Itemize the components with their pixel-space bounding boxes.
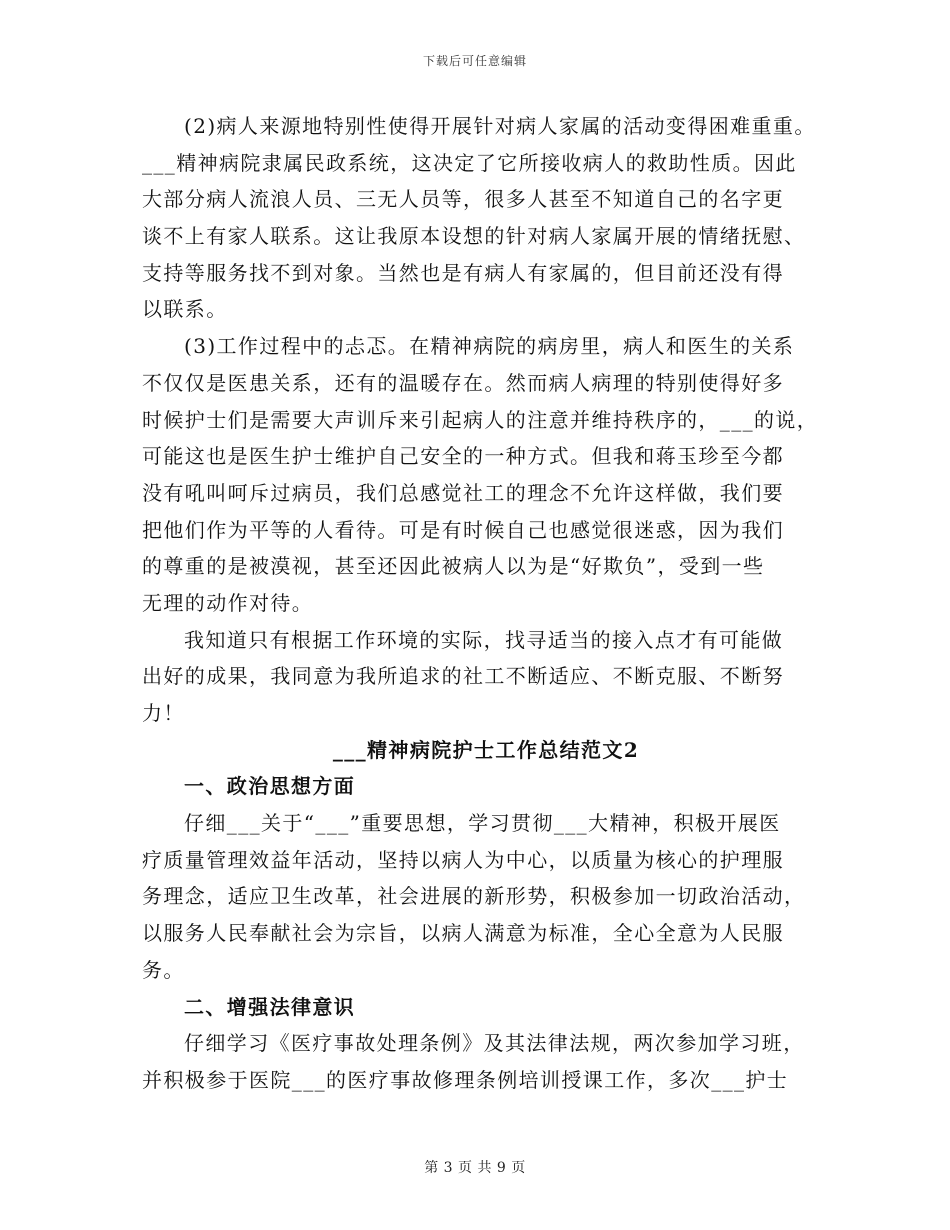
page-header-note: 下载后可任意编辑 xyxy=(422,54,527,68)
text-line: 以服务人民奉献社会为宗旨，以病人满意为标准，全心全意为人民服 xyxy=(142,921,784,946)
text-line: 力！ xyxy=(142,701,185,725)
text-line: (3)工作过程中的忐忑。在精神病院的病房里，病人和医生的关系 xyxy=(184,334,795,359)
paragraph-conclusion xyxy=(142,622,822,732)
text-line: 以联系。 xyxy=(142,297,228,322)
document-body xyxy=(142,108,822,1099)
page-number: 第 3 页 共 9 页 xyxy=(424,1160,526,1176)
text-line: 仔细___关于“___”重要思想，学习贯彻___大精神，积极开展医 xyxy=(184,811,781,836)
section-title: ___精神病院护士工作总结范文2 xyxy=(332,737,640,762)
paragraph-3 xyxy=(142,328,822,622)
text-line: 把他们作为平等的人看待。可是有时候自己也感觉很迷惑，因为我们 xyxy=(142,517,784,542)
text-line: 大部分病人流浪人员、三无人员等，很多人甚至不知道自己的名字更 xyxy=(142,187,784,212)
text-line: 时候护士们是需要大声训斥来引起病人的注意并维持秩序的，___的说， xyxy=(142,407,819,432)
section-law-body xyxy=(142,1025,822,1098)
text-line: 务。 xyxy=(142,957,185,982)
text-line: 谈不上有家人联系。这让我原本设想的针对病人家属开展的情绪抚慰、 xyxy=(142,224,806,249)
paragraph-2 xyxy=(142,108,822,328)
text-line: 没有吼叫呵斥过病员，我们总感觉社工的理念不允许这样做，我们要 xyxy=(142,480,784,505)
text-line: 支持等服务找不到对象。当然也是有病人有家属的，但目前还没有得 xyxy=(142,260,784,285)
text-line: 的尊重的是被漠视，甚至还因此被病人以为是“好欺负”，受到一些 xyxy=(142,554,765,579)
section-politics-body xyxy=(142,805,822,988)
text-line: 可能这也是医生护士维护自己安全的一种方式。但我和蒋玉珍至今都 xyxy=(142,444,784,469)
section-heading-politics: 一、政治思想方面 xyxy=(184,774,356,799)
text-line: ___精神病院隶属民政系统，这决定了它所接收病人的救助性质。因此 xyxy=(142,150,797,175)
text-line: 务理念，适应卫生改革，社会进展的新形势，积极参加一切政治活动， xyxy=(142,884,806,909)
section-heading-law: 二、增强法律意识 xyxy=(184,994,356,1019)
text-line: 并积极参于医院___的医疗事故修理条例培训授课工作，多次___护士 xyxy=(142,1067,789,1092)
text-line: 仔细学习《医疗事故处理条例》及其法律法规，两次参加学习班， xyxy=(184,1031,805,1056)
text-line: 无理的动作对待。 xyxy=(142,590,314,615)
text-line: 不仅仅是医患关系，还有的温暖存在。然而病人病理的特别使得好多 xyxy=(142,370,784,395)
text-line: (2)病人来源地特别性使得开展针对病人家属的活动变得困难重重。 xyxy=(184,114,816,138)
text-line: 我知道只有根据工作环境的实际，找寻适当的接入点才有可能做 xyxy=(184,627,784,652)
text-line: 出好的成果，我同意为我所追求的社工不断适应、不断克服、不断努 xyxy=(142,664,784,689)
text-line: 疗质量管理效益年活动，坚持以病人为中心，以质量为核心的护理服 xyxy=(142,847,784,872)
